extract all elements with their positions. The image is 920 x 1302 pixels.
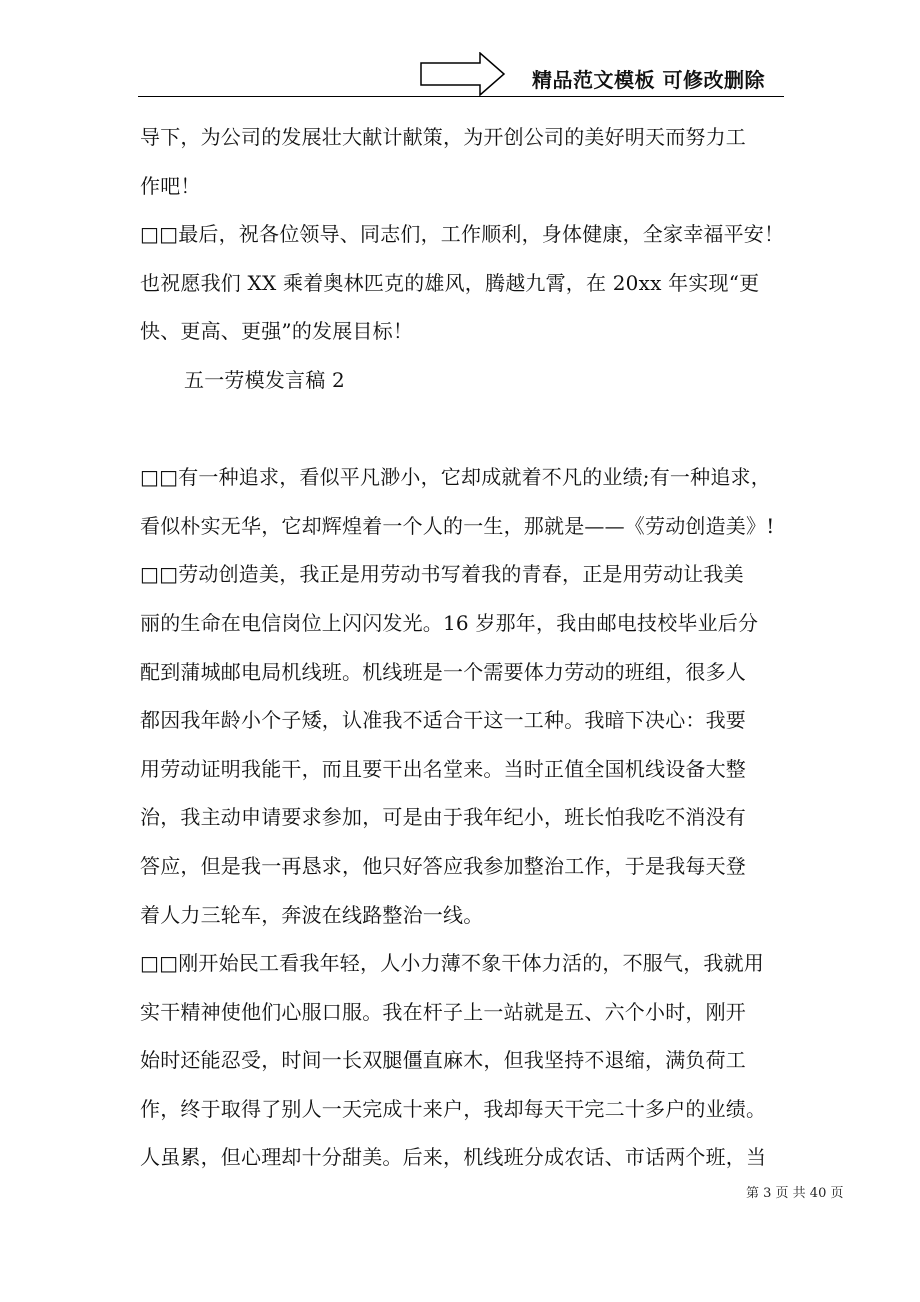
text-line: 作，终于取得了别人一天完成十来户，我却每天干完二十多户的业绩。 [140,1096,767,1121]
text-line: 用劳动证明我能干，而且要干出名堂来。当时正值全国机线设备大整 [140,756,746,781]
text-line: 也祝愿我们 XX 乘着奥林匹克的雄风，腾越九霄，在 20xx 年实现“更 [140,270,760,295]
text-line: 治，我主动申请要求参加，可是由于我年纪小，班长怕我吃不消没有 [140,805,746,830]
text-line: 丽的生命在电信岗位上闪闪发光。16 岁那年，我由邮电技校毕业后分 [140,610,759,635]
header-divider [138,96,784,97]
text-line: 着人力三轮车，奔波在线路整治一线。 [140,902,484,927]
text-line: 作吧！ [140,173,201,198]
text-line: □□最后，祝各位领导、同志们，工作顺利，身体健康，全家幸福平安！ [140,222,785,247]
text-line: 都因我年龄小个子矮，认准我不适合干这一工种。我暗下决心：我要 [140,708,746,733]
text-line: 配到蒲城邮电局机线班。机线班是一个需要体力劳动的班组，很多人 [140,659,746,684]
text-line: 人虽累，但心理却十分甜美。后来，机线班分成农话、市话两个班，当 [140,1145,767,1170]
arrow-right-icon [420,52,506,96]
text-line: 实干精神使他们心服口服。我在杆子上一站就是五、六个小时，刚开 [140,999,746,1024]
document-body [140,113,790,1182]
page-header [138,50,784,98]
text-line: □□有一种追求，看似平凡渺小，它却成就着不凡的业绩;有一种追求， [140,465,771,490]
blank-line [140,405,790,454]
text-line: 答应，但是我一再恳求，他只好答应我参加整治工作，于是我每天登 [140,853,746,878]
page-number: 第 3 页 共 40 页 [746,1186,844,1201]
section-heading: 五一劳模发言稿 2 [184,367,345,392]
text-line: 始时还能忍受，时间一长双腿僵直麻木，但我坚持不退缩，满负荷工 [140,1048,746,1073]
header-title: 精品范文模板 可修改删除 [532,68,765,92]
text-line: 看似朴实无华，它却辉煌着一个人的一生，那就是——《劳动创造美》! [140,513,775,538]
text-line: 快、更高、更强”的发展目标！ [140,319,414,344]
text-line: □□劳动创造美，我正是用劳动书写着我的青春，正是用劳动让我美 [140,562,744,587]
text-line: □□刚开始民工看我年轻，人小力薄不象干体力活的，不服气，我就用 [140,951,764,976]
text-line: 导下，为公司的发展壮大献计献策，为开创公司的美好明天而努力工 [140,125,746,149]
